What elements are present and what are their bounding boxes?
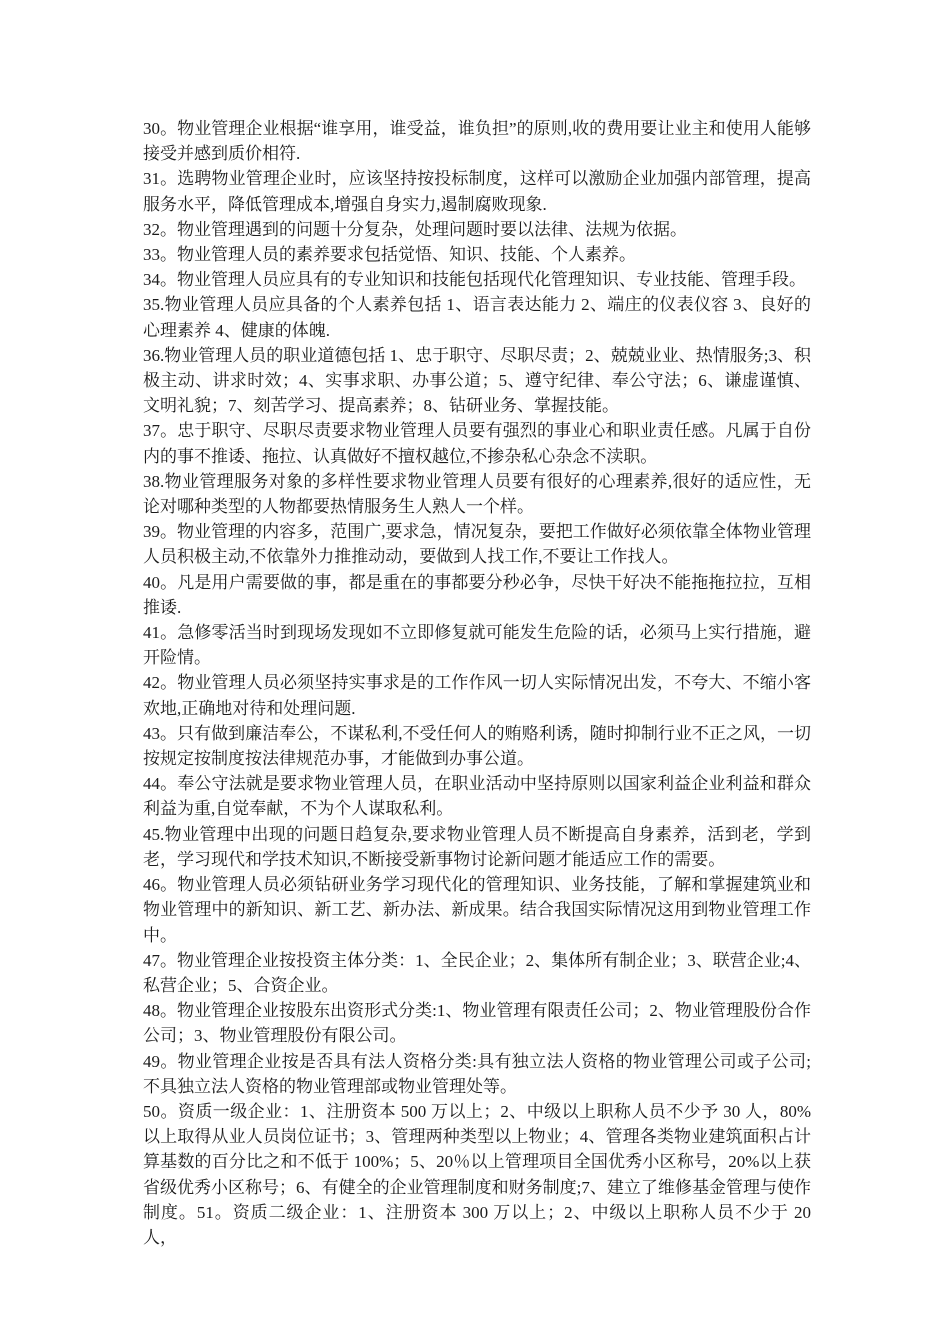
paragraph: 48。物业管理企业按股东出资形式分类:1、物业管理有限责任公司；2、物业管理股份合作公司；3、物业管理股份有限公司。: [143, 1001, 811, 1046]
paragraph: 44。奉公守法就是要求物业管理人员，在职业活动中坚持原则以国家利益企业利益和群众利益为重,自觉奉献，不为个人谋取私利。: [143, 774, 811, 819]
paragraph: 32。物业管理遇到的问题十分复杂，处理问题时要以法律、法规为依据。: [143, 219, 687, 239]
document-text-block: [143, 116, 811, 1250]
paragraph: 34。物业管理人员应具有的专业知识和技能包括现代化管理知识、专业技能、管理手段。: [143, 270, 806, 290]
paragraph: 50。资质一级企业：1、注册资本 500 万以上；2、中级以上职称人员不少予 30 人，80%以上取得从业人员岗位证书；3、管理两种类型以上物业；4、管理各类物业建筑面积占计算基数的百分比之和不低于 100%；5、20％以上管理项目全国优秀小区称号，20%以上获省级优秀小区称号；6、有健全的企业管理制度和财务制度;7、建立了维修基金管理与使作制度。51。资质二级企业：1、注册资本 300 万以上；2、中级以上职称人员不少于 20 人，: [143, 1101, 811, 1247]
paragraph: 31。选聘物业管理企业时，应该坚持按投标制度，这样可以激励企业加强内部管理，提高服务水平，降低管理成本,增强自身实力,遏制腐败现象.: [143, 169, 811, 214]
paragraph: 33。物业管理人员的素养要求包括觉悟、知识、技能、个人素养。: [143, 245, 636, 265]
paragraph: 40。凡是用户需要做的事，都是重在的事都要分秒必争，尽快干好决不能拖拖拉拉，互相推诿.: [143, 572, 811, 617]
paragraph: 30。物业管理企业根据“谁享用，谁受益，谁负担”的原则,收的费用要让业主和使用人能够接受并感到质价相符.: [143, 119, 811, 164]
paragraph: 39。物业管理的内容多，范围广,要求急，情况复杂，要把工作做好必须依靠全体物业管理人员积极主动,不依靠外力推推动动，要做到人找工作,不要让工作找人。: [143, 522, 811, 567]
paragraph: 41。急修零活当时到现场发现如不立即修复就可能发生危险的话，必须马上实行措施，避开险情。: [143, 623, 811, 668]
paragraph: 36.物业管理人员的职业道德包括 1、忠于职守、尽职尽责；2、兢兢业业、热情服务;3、积极主动、讲求时效；4、实事求职、办事公道；5、遵守纪律、奉公守法；6、谦虚谨慎、文明礼貌；7、刻苦学习、提高素养；8、钻研业务、掌握技能。: [143, 345, 811, 416]
paragraph: 38.物业管理服务对象的多样性要求物业管理人员要有很好的心理素养,很好的适应性，无论对哪种类型的人物都要热情服务生人熟人一个样。: [143, 471, 811, 517]
paragraph: 47。物业管理企业按投资主体分类：1、全民企业；2、集体所有制企业；3、联营企业;4、私营企业；5、合资企业。: [143, 950, 811, 995]
paragraph: 35.物业管理人员应具备的个人素养包括 1、语言表达能力 2、端庄的仪表仪容 3、良好的心理素养 4、健康的体魄.: [143, 295, 811, 340]
paragraph: 46。物业管理人员必须钻研业务学习现代化的管理知识、业务技能，了解和掌握建筑业和物业管理中的新知识、新工艺、新办法、新成果。结合我国实际情况这用到物业管理工作中。: [143, 875, 811, 945]
paragraph: 49。物业管理企业按是否具有法人资格分类:具有独立法人资格的物业管理公司或子公司;不具独立法人资格的物业管理部或物业管理处等。: [143, 1051, 811, 1096]
paragraph: 42。物业管理人员必须坚持实事求是的工作作风一切人实际情况出发，不夸大、不缩小客欢地,正确地对待和处理问题.: [143, 673, 811, 718]
paragraph: 43。只有做到廉洁奉公，不谋私利,不受任何人的贿赂利诱，随时抑制行业不正之风，一切按规定按制度按法律规范办事，才能做到办事公道。: [143, 723, 811, 769]
paragraph: 45.物业管理中出现的问题日趋复杂,要求物业管理人员不断提高自身素养，活到老，学到老，学习现代和学技术知识,不断接受新事物讨论新问题才能适应工作的需要。: [143, 824, 811, 869]
paragraph: 37。忠于职守、尽职尽责要求物业管理人员要有强烈的事业心和职业责任感。凡属于自份内的事不推诿、拖拉、认真做好不擅权越位,不掺杂私心杂念不渎职。: [143, 421, 811, 466]
